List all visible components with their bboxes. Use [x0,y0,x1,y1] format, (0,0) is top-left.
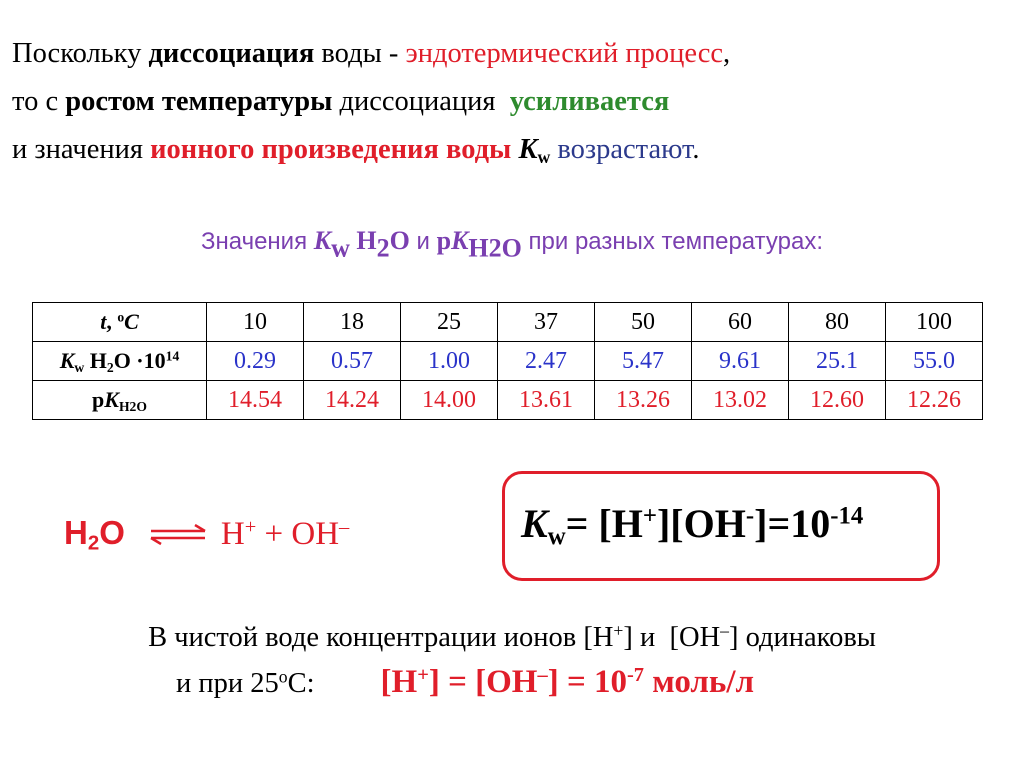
kw-value-cell: 1.00 [401,342,498,381]
row-header-kw: $K_w$ $H_2O \cdot 10^{14}$ [33,342,207,381]
intro-text: и значения [12,134,151,165]
intro-term-grow: возрастают [550,134,693,165]
intro-text: . [692,134,700,165]
kw-value-cell: 2.47 [498,342,595,381]
temperature-cell: 25 [401,303,498,342]
pkw-value-cell: 12.60 [789,381,886,420]
equilibrium-arrows-icon [147,518,209,555]
intro-line-3 [12,126,1017,174]
intro-text: диссоциация [332,86,510,117]
intro-term-endothermic: эндотермический процесс [405,38,724,69]
kw-value-cell: 25.1 [789,342,886,381]
kw-temperature-table [32,302,983,420]
intro-kw-subscript: w [537,146,551,167]
table-row-temperature [33,303,983,342]
pkw-value-cell: 14.54 [207,381,304,420]
kw-value-cell: 9.61 [692,342,789,381]
temperature-cell: 80 [789,303,886,342]
intro-term-ion-product: ионного произведения воды [150,134,519,165]
caption-kw-symbol: K [313,226,332,255]
temperature-cell: 60 [692,303,789,342]
caption-h2o-o: O [389,226,410,255]
caption-pk-p: p [436,226,452,255]
caption-pk-k: K [451,226,469,255]
caption-text: и [409,228,437,255]
caption-h2o-sub: 2 [376,233,390,263]
kw-value-cell: 5.47 [595,342,692,381]
pkw-value-cell: 12.26 [886,381,983,420]
kw-value-cell: 0.29 [207,342,304,381]
kw-value-cell: 55.0 [886,342,983,381]
intro-term-increases: усиливается [509,86,670,117]
intro-paragraph [12,30,1017,174]
pkw-value-cell: 13.61 [498,381,595,420]
table-row-kw [33,342,983,381]
kw-formula-box [502,471,940,581]
intro-text: , [723,38,731,69]
row-header-pkw: $pK_{H2O}$ [33,381,207,420]
intro-text: то с [12,86,66,117]
temperature-cell: 50 [595,303,692,342]
equation-water: $H_2O$ [64,514,125,555]
caption-text: при разных температурах: [521,228,823,255]
intro-kw-symbol: K [518,134,538,165]
pure-water-statement: В чистой воде концентрации ионов [H+] и [OH–] одинаковы [148,620,876,653]
intro-line-1 [12,30,1017,78]
table-caption [0,226,1024,263]
temperature-cell: 10 [207,303,304,342]
intro-term-dissociation: диссоциация [148,38,315,69]
pkw-value-cell: 14.24 [304,381,401,420]
temperature-cell: 37 [498,303,595,342]
intro-text: воды - [314,38,406,69]
dissociation-equation [64,514,349,555]
caption-kw-subscript: w [331,233,350,263]
caption-h2o: H [356,226,377,255]
intro-text: Поскольку [12,38,149,69]
kw-value-cell: 0.57 [304,342,401,381]
equation-ions: H+ + OH– [220,515,350,552]
row-header-temperature: t, $^o$C [33,303,207,342]
pure-water-concentration: и при 25$^o$C: $[H^+] = [OH^-] = 10^{-7}$ моль/л [176,663,755,700]
pkw-value-cell: 14.00 [401,381,498,420]
concentration-equation: $[H^+] = [OH^-] = 10^{-7}$ моль/л [380,663,755,700]
intro-term-temperature: ростом температуры [65,86,333,117]
table-row-pkw [33,381,983,420]
caption-text: Значения [201,228,314,255]
intro-line-2 [12,78,1017,126]
caption-pk-subscript: H2O [468,233,522,263]
kw-formula: $K_w= [H^+][OH^-]=10^{-14}$ [521,501,864,550]
temperature-cell: 100 [886,303,983,342]
pkw-value-cell: 13.26 [595,381,692,420]
pkw-value-cell: 13.02 [692,381,789,420]
temperature-cell: 18 [304,303,401,342]
